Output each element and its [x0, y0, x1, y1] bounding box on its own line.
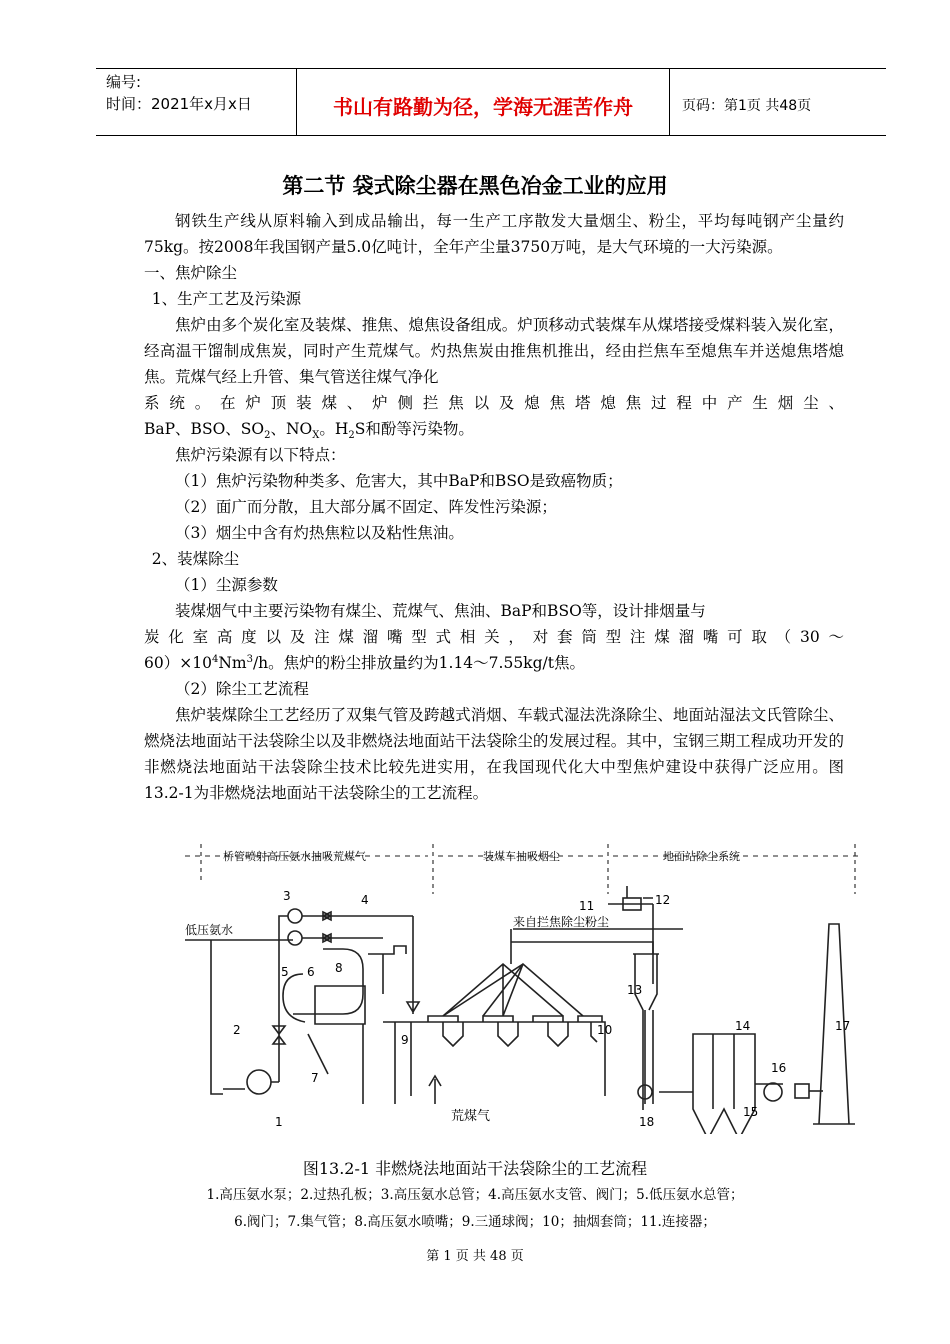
zone-label: 装煤车抽吸烟尘 [483, 850, 560, 863]
part-number: 4 [361, 893, 369, 907]
paragraph-flow: 焦炉装煤除尘工艺经历了双集气管及跨越式消烟、车载式湿法洗涤除尘、地面站湿法文氏管除尘、燃烧法地面站干法袋除尘以及非燃烧法地面站干法袋除尘的发展过程。其中，宝钢三期工程成功开发的非燃烧法地面站干法袋除尘技术比较先进实用，在我国现代化大中型焦炉建设中获得广泛应用。图13.2-1为非燃烧法地面站干法袋除尘的工艺流程。 [144, 706, 844, 802]
body-text [144, 208, 844, 806]
paragraph-params: 装煤烟气中主要污染物有煤尘、荒煤气、焦油、BaP和BSO等，设计排烟量与 [175, 602, 706, 620]
part-number: 2 [233, 1023, 241, 1037]
paragraph-intro: 钢铁生产线从原料输入到成品输出，每一生产工序散发大量烟尘、粉尘，平均每吨钢产尘量约75kg。按2008年我国钢产量5.0亿吨计，全年产尘量3750万吨，是大气环境的一大污染源。 [144, 212, 844, 256]
part-number: 5 [281, 965, 289, 979]
page-header [96, 68, 886, 136]
part-number: 9 [401, 1033, 409, 1047]
page-footer: 第 1 页 共 48 页 [426, 1249, 524, 1264]
part-number: 15 [743, 1105, 759, 1119]
time-label: 时间：2021年x月x日 [106, 95, 252, 113]
part-number: 3 [283, 889, 291, 903]
feature-item: （3）烟尘中含有灼热焦粒以及粘性焦油。 [175, 524, 464, 542]
paragraph-process: 焦炉由多个炭化室及装煤、推焦、熄焦设备组成。炉顶移动式装煤车从煤塔接受煤料装入炭化室，经高温干馏制成焦炭，同时产生荒煤气。灼热焦炭由推焦机推出，经由拦焦车至熄焦车并送熄焦塔熄焦。荒煤气经上升管、集气管送往煤气净化 [144, 316, 844, 386]
paragraph-features-intro: 焦炉污染源有以下特点： [175, 446, 346, 464]
process-flow-diagram [183, 834, 863, 1134]
heading-dust-source: （1）尘源参数 [175, 576, 278, 594]
part-number: 18 [639, 1115, 655, 1129]
part-number: 10 [597, 1023, 613, 1037]
heading-process: 1、生产工艺及污染源 [151, 290, 302, 308]
part-number: 13 [627, 983, 643, 997]
part-number: 12 [655, 893, 671, 907]
part-number: 16 [771, 1061, 787, 1075]
header-motto: 书山有路勤为径，学海无涯苦作舟 [333, 95, 633, 119]
figure-caption: 图13.2-1 非燃烧法地面站干法袋除尘的工艺流程 [302, 1159, 648, 1178]
part-number: 7 [311, 1071, 319, 1085]
part-number: 8 [335, 961, 343, 975]
dust-label: 来自拦焦除尘粉尘 [513, 915, 610, 929]
part-number: 1 [275, 1115, 283, 1129]
feature-item: （2）面广而分散，且大部分属不固定、阵发性污染源； [175, 498, 557, 516]
header-meta [106, 71, 252, 115]
feature-item: （1）焦炉污染物种类多、危害大，其中BaP和BSO是致癌物质； [175, 472, 623, 490]
part-number: 11 [579, 899, 595, 913]
zone-label: 地面站除尘系统 [663, 850, 740, 863]
paragraph-pollutants: BaP、BSO、$SO_2$、$NO_X$。$H_2S$和酚等污染物。 [144, 420, 474, 442]
serial-label: 编号: [106, 73, 142, 91]
heading-flow: （2）除尘工艺流程 [175, 680, 309, 698]
legend-line: 1.高压氨水泵；2.过热孔板；3.高压氨水总管；4.高压氨水支管、阀门；5.低压氨水总管； [206, 1187, 744, 1203]
header-divider [669, 69, 670, 135]
section-title: 第二节 袋式除尘器在黑色冶金工业的应用 [282, 174, 668, 198]
figure-legend [0, 1182, 950, 1236]
heading-coke-oven: 一、焦炉除尘 [144, 264, 238, 282]
header-page-info: 页码：第1页 共48页 [682, 98, 812, 114]
heading-coal-charging: 2、装煤除尘 [151, 550, 240, 568]
legend-line: 6.阀门；7.集气管；8.高压氨水喷嘴；9.三通球阀；10；抽烟套筒；11.连接器； [234, 1214, 716, 1230]
paragraph-process-cont: 系统。在炉顶装煤、炉侧拦焦以及熄焦塔熄焦过程中产生烟尘、 [144, 394, 844, 412]
gas-label: 荒煤气 [451, 1109, 491, 1124]
zone-label: 桥管喷射高压氨水抽吸荒煤气 [223, 850, 366, 863]
part-number: 17 [835, 1019, 851, 1033]
part-number: 14 [735, 1019, 751, 1033]
ammonia-label: 低压氨水 [185, 923, 234, 937]
part-number: 6 [307, 965, 315, 979]
paragraph-params-end: $60)\times 10^4Nm^3/h$。焦炉的粉尘排放量约为1.14～7.55kg/t焦。 [144, 653, 585, 672]
paragraph-params-cont: 炭化室高度以及注煤溜嘴型式相关，对套筒型注煤溜嘴可取（30～ [144, 628, 844, 646]
